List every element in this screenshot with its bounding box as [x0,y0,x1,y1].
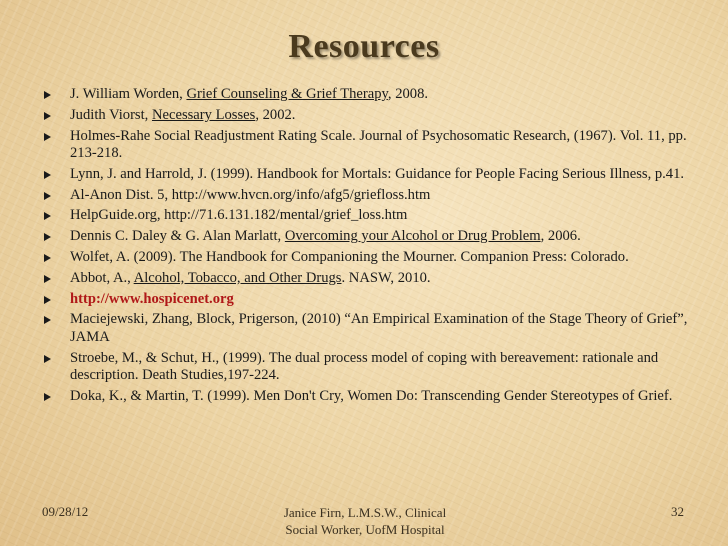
resource-item-5: Al-Anon Dist. 5, http://www.hvcn.org/info/afg5/griefloss.htm [44,187,694,204]
resource-item-12: Stroebe, M., & Schut, H., (1999). The dual process model of coping with bereavement: rationale and description. Death Studies,197-224. [44,350,694,385]
bullet-icon [44,355,51,363]
bullet-icon [44,296,51,304]
bullet-icon [44,133,51,141]
bullet-icon [44,171,51,179]
resource-list [44,86,694,409]
hospicenet-link[interactable]: http://www.hospicenet.org [70,290,234,307]
resource-item-8: Wolfet, A. (2009). The Handbook for Companioning the Mourner. Companion Press: Colorado. [44,249,694,266]
book-link[interactable]: Overcoming your Alcohol or Drug Problem [284,228,541,245]
bullet-icon [44,316,51,324]
resource-item-1: J. William Worden, Grief Counseling & Grief Therapy, 2008. [44,86,694,103]
resource-item-13: Doka, K., & Martin, T. (1999). Men Don't Cry, Women Do: Transcending Gender Stereotypes of Grief. [44,388,694,405]
resource-item-11: Maciejewski, Zhang, Block, Prigerson, (2010) “An Empirical Examination of the Stage Theory of Grief”, JAMA [44,311,694,346]
resource-item-9: Abbot, A., Alcohol, Tobacco, and Other Drugs. NASW, 2010. [44,270,694,287]
bullet-icon [44,212,51,220]
bullet-icon [44,254,51,262]
book-link[interactable]: Alcohol, Tobacco, and Other Drugs [133,269,342,286]
resource-item-10 [44,291,694,308]
book-link[interactable]: Necessary Losses [151,106,256,123]
bullet-icon [44,112,51,120]
bullet-icon [44,275,51,283]
slide-title: Resources [288,28,440,65]
bullet-icon [44,192,51,200]
slide-number: 32 [671,504,684,519]
footer-author [260,504,470,538]
resource-item-6: HelpGuide.org, http://71.6.131.182/mental/grief_loss.htm [44,207,694,224]
bullet-icon [44,393,51,401]
book-link[interactable]: Grief Counseling & Grief Therapy [186,86,388,102]
footer-author-line1: Janice Firn, L.M.S.W., Clinical [283,505,447,520]
bullet-icon [44,233,51,241]
footer-author-line2: Social Worker, UofM Hospital [285,522,445,537]
bullet-icon [44,91,51,99]
resource-item-2: Judith Viorst, Necessary Losses, 2002. [44,107,694,124]
resource-item-3: Holmes-Rahe Social Readjustment Rating Scale. Journal of Psychosomatic Research, (1967). Vol. 11, pp. 213-218. [44,128,694,163]
resource-item-4: Lynn, J. and Harrold, J. (1999). Handbook for Mortals: Guidance for People Facing Serious Illness, p.41. [44,166,694,183]
resource-item-7: Dennis C. Daley & G. Alan Marlatt, Overcoming your Alcohol or Drug Problem, 2006. [44,228,694,245]
footer-date: 09/28/12 [42,504,89,519]
